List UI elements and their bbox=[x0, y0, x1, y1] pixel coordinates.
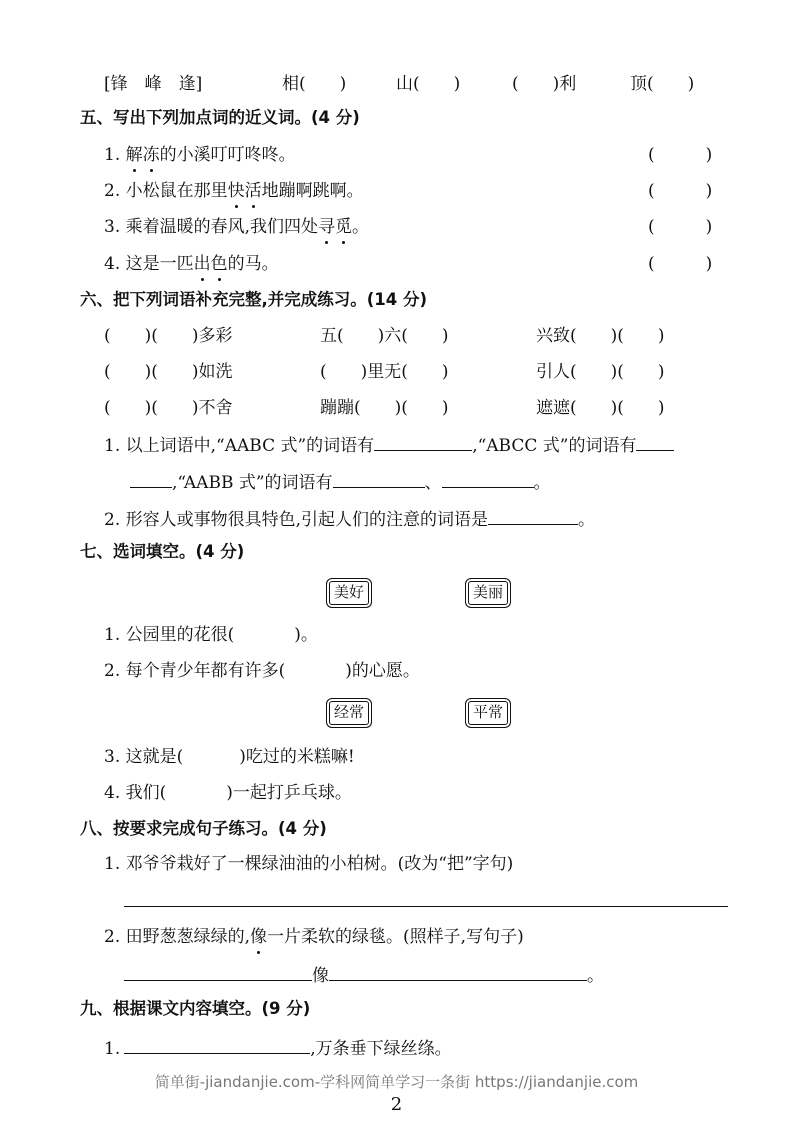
word-fill-4: 顶( ) bbox=[630, 74, 695, 94]
s5-question-4: 4. 这是一匹出色的马。 bbox=[104, 254, 279, 274]
s9-question-1: 1. ,万条垂下绿丝绦。 bbox=[104, 1035, 452, 1060]
s6-exercise-1-line-1: 1. 以上词语中,“AABC 式”的词语有 ,“ABCC 式”的词语有 bbox=[104, 432, 674, 457]
s7-question-4: 4. 我们( )一起打乒乓球。 bbox=[104, 783, 352, 803]
s8-answer-line-1[interactable] bbox=[124, 906, 728, 907]
section-5-heading: 五、写出下列加点词的近义词。(4 分) bbox=[80, 108, 360, 127]
section-6-heading: 六、把下列词语补充完整,并完成练习。(14 分) bbox=[80, 290, 428, 309]
s7-question-1: 1. 公园里的花很( )。 bbox=[104, 625, 318, 645]
s6-word-1-3[interactable]: 兴致( )( ) bbox=[536, 326, 665, 346]
s8-question-1: 1. 邓爷爷栽好了一棵绿油油的小柏树。(改为“把”字句) bbox=[104, 854, 514, 874]
s6-word-2-1[interactable]: ( )( )如洗 bbox=[104, 362, 233, 382]
aabb-blank-2[interactable] bbox=[442, 469, 534, 488]
s6-word-1-2[interactable]: 五( )六( ) bbox=[320, 326, 449, 346]
s6-word-3-1[interactable]: ( )( )不舍 bbox=[104, 398, 233, 418]
s5-question-2: 2. 小松鼠在那里快活地蹦啊跳啊。 bbox=[104, 181, 364, 201]
s8-question-2: 2. 田野葱葱绿绿的,像一片柔软的绿毯。(照样子,写句子) bbox=[104, 927, 524, 947]
s5-question-3: 3. 乘着温暖的春风,我们四处寻觅。 bbox=[104, 217, 370, 237]
word-box-jingchang: 经常 bbox=[326, 698, 372, 728]
s6-exercise-1-line-2: ,“AABB 式”的词语有 、 。 bbox=[130, 469, 551, 494]
abcc-blank-end[interactable] bbox=[130, 469, 172, 488]
s6-word-2-3[interactable]: 引人( )( ) bbox=[536, 362, 665, 382]
word-choice-bracket: [锋 峰 逢] bbox=[104, 74, 203, 94]
feature-word-blank[interactable] bbox=[488, 506, 578, 525]
aabc-blank[interactable] bbox=[374, 432, 472, 451]
s9-blank-1[interactable] bbox=[124, 1035, 310, 1054]
s8-answer-line-2: 像 。 bbox=[124, 962, 604, 987]
s6-exercise-2: 2. 形容人或事物很具特色,引起人们的注意的词语是 。 bbox=[104, 506, 595, 531]
s8-blank-before[interactable] bbox=[124, 962, 312, 981]
s5-answer-4[interactable]: ( ) bbox=[648, 254, 713, 274]
word-box-meihao: 美好 bbox=[326, 578, 372, 608]
section-7-heading: 七、选词填空。(4 分) bbox=[80, 542, 245, 561]
footer-watermark: 简单街-jiandanjie.com-学科网简单学习一条街 https://jiandanjie.com bbox=[154, 1073, 639, 1091]
s5-answer-3[interactable]: ( ) bbox=[648, 217, 713, 237]
section-8-heading: 八、按要求完成句子练习。(4 分) bbox=[80, 819, 327, 838]
page-number: 2 bbox=[390, 1094, 403, 1115]
section-9-heading: 九、根据课文内容填空。(9 分) bbox=[80, 999, 311, 1018]
s7-question-3: 3. 这就是( )吃过的米糕嘛! bbox=[104, 747, 355, 767]
aabb-blank-1[interactable] bbox=[333, 469, 425, 488]
s5-answer-1[interactable]: ( ) bbox=[648, 145, 713, 165]
s6-word-3-2[interactable]: 蹦蹦( )( ) bbox=[320, 398, 449, 418]
s6-word-1-1[interactable]: ( )( )多彩 bbox=[104, 326, 233, 346]
s5-answer-2[interactable]: ( ) bbox=[648, 181, 713, 201]
s6-word-2-2[interactable]: ( )里无( ) bbox=[320, 362, 449, 382]
abcc-blank-start[interactable] bbox=[636, 432, 674, 451]
s8-blank-after[interactable] bbox=[329, 962, 587, 981]
s5-question-1: 1. 解冻的小溪叮叮咚咚。 bbox=[104, 145, 296, 165]
word-box-meili: 美丽 bbox=[465, 578, 511, 608]
word-fill-3: ( )利 bbox=[512, 74, 577, 94]
s7-question-2: 2. 每个青少年都有许多( )的心愿。 bbox=[104, 661, 420, 681]
s6-word-3-3[interactable]: 遮遮( )( ) bbox=[536, 398, 665, 418]
word-fill-1: 相( ) bbox=[282, 74, 347, 94]
word-fill-2: 山( ) bbox=[396, 74, 461, 94]
word-box-pingchang: 平常 bbox=[465, 698, 511, 728]
